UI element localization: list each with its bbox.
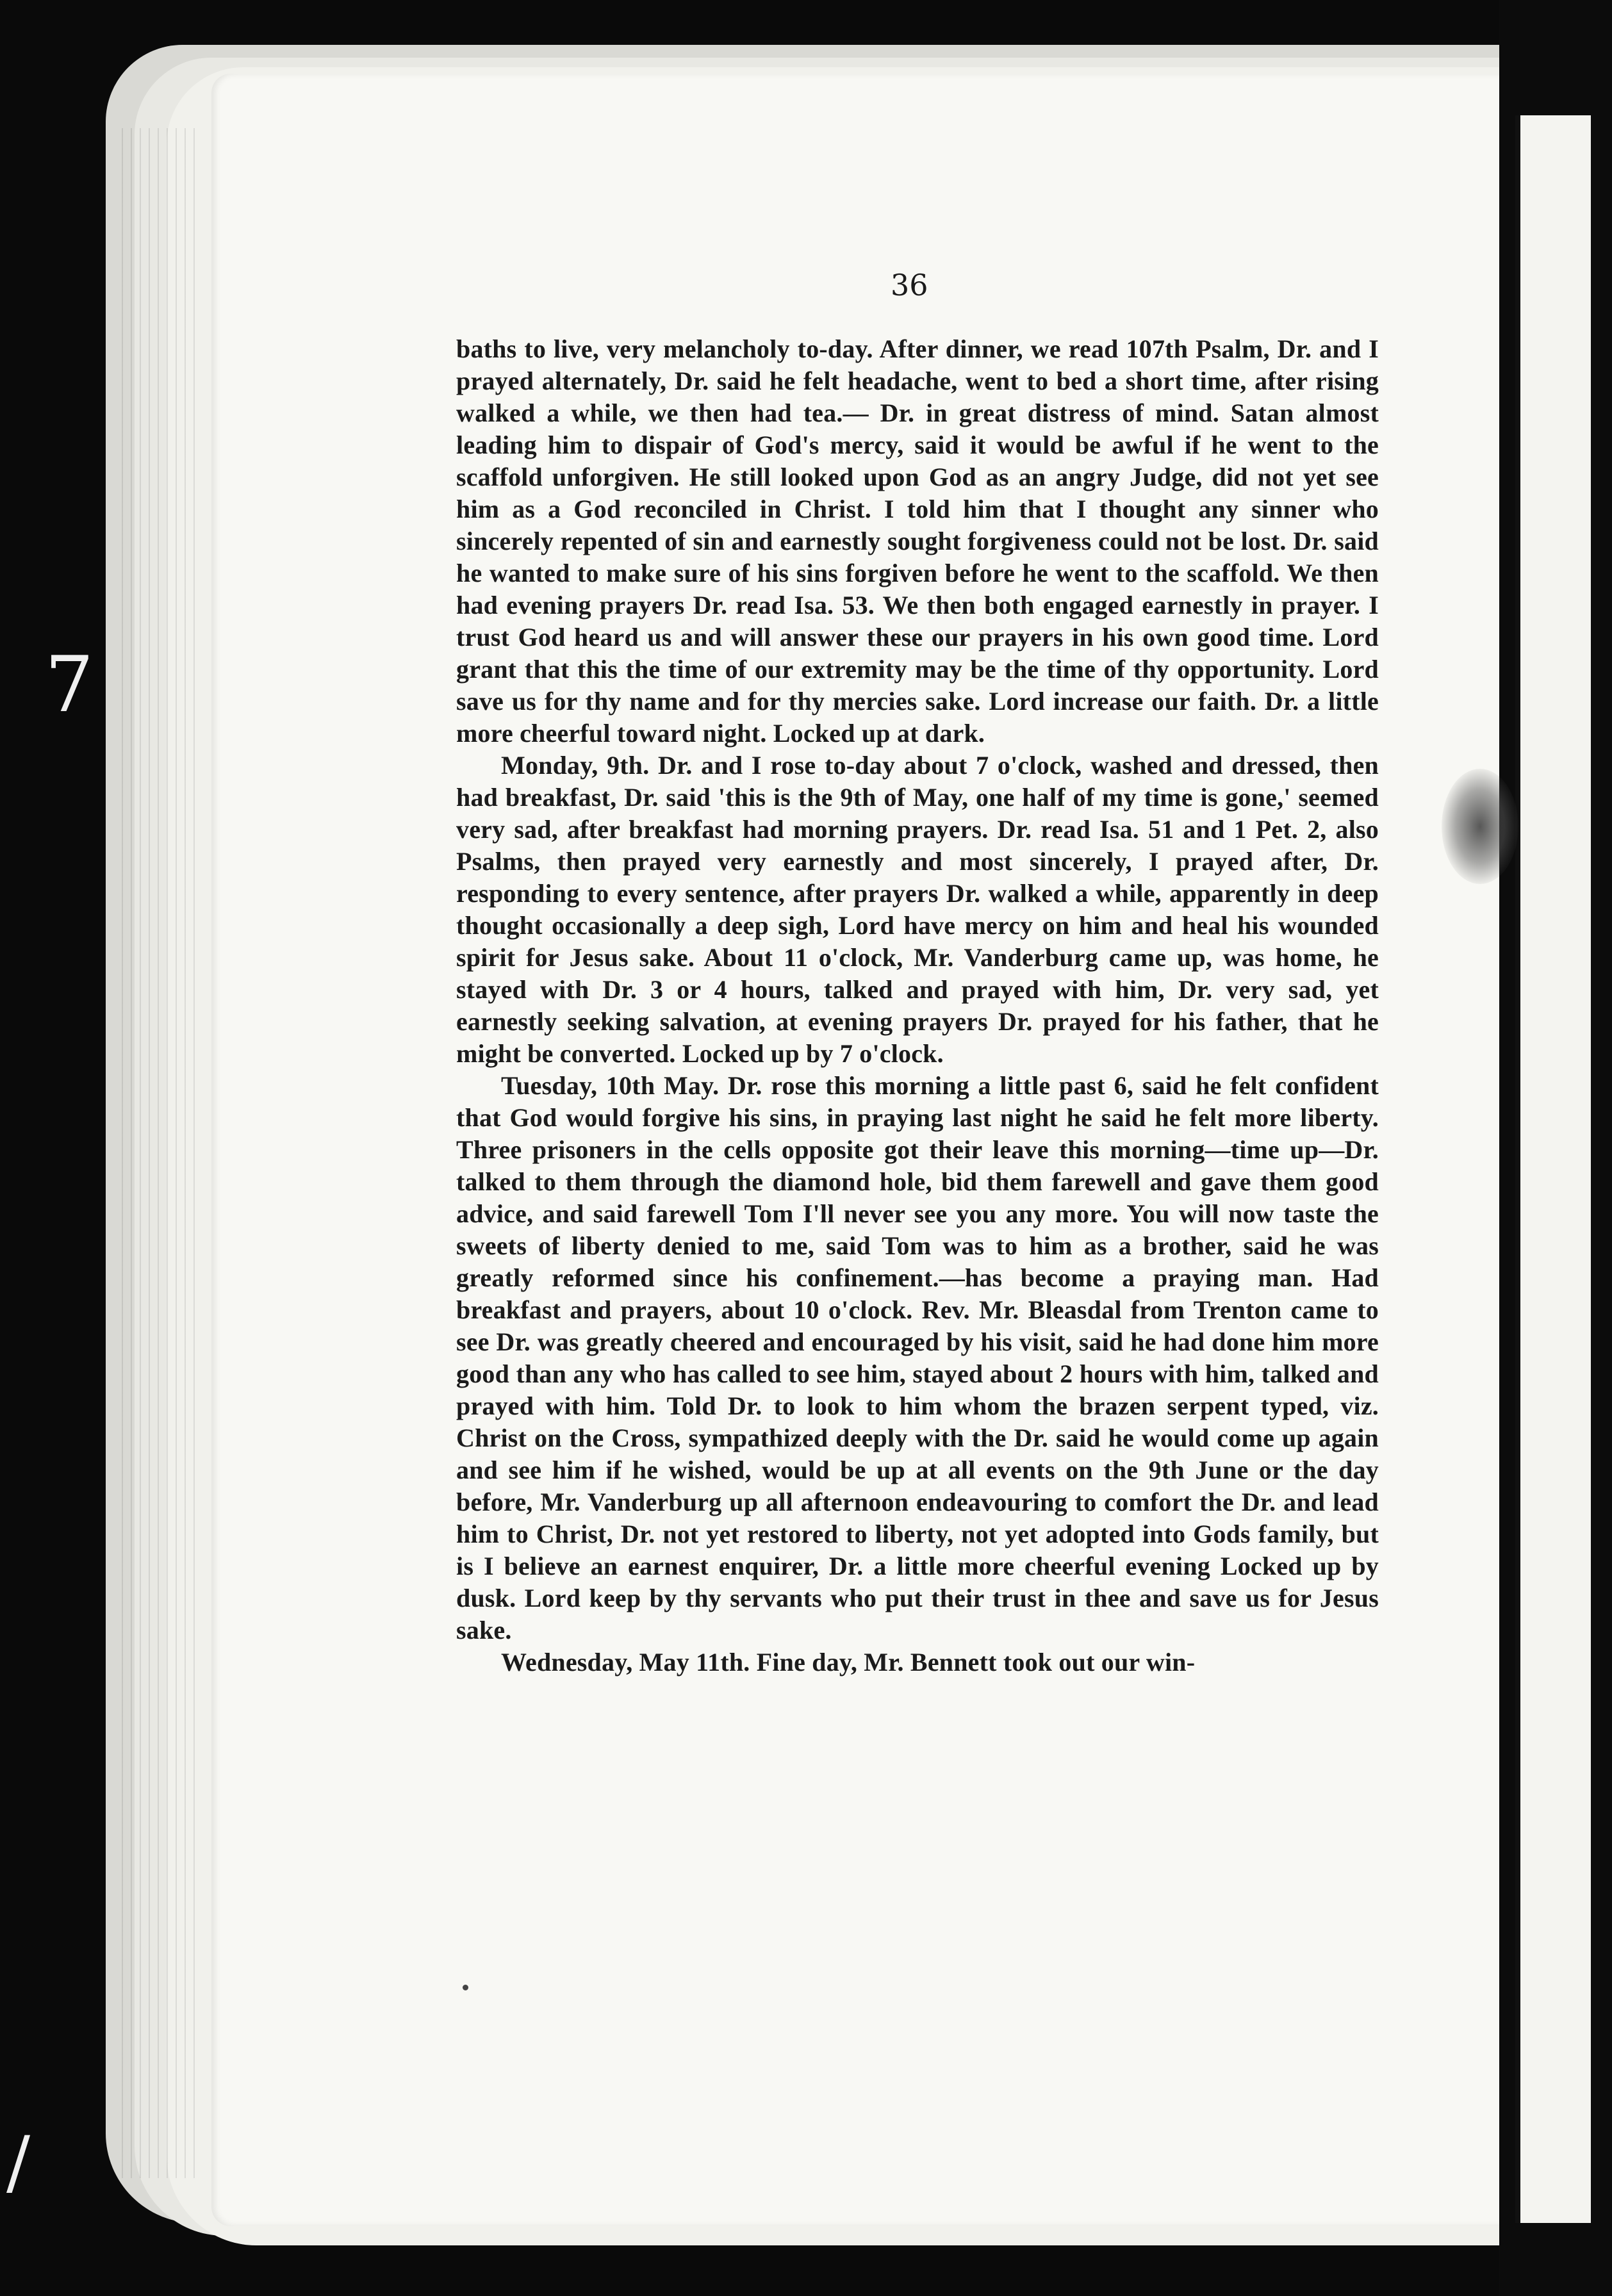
page-stack-lines xyxy=(122,128,199,2178)
margin-mark-bottom: / xyxy=(6,2121,31,2203)
paragraph: Monday, 9th. Dr. and I rose to-day about 7 o'clock, washed and dressed, then had breakfast, Dr. said 'this is the 9th of May, one half of my time is gone,' seemed very sad, after breakfast had morning prayers. Dr. read Isa. 51 and 1 Pet. 2, also Psalms, then prayed very earnestly and most sincerely, I prayed after, Dr. responding to every sentence, after prayers Dr. walked a while, apparently in deep thought occasionally a deep sigh, Lord have mercy on him and heal his wounded spirit for Jesus sake. About 11 o'clock, Mr. Vanderburg came up, was home, he stayed with Dr. 3 or 4 hours, talked and prayed with him, Dr. very sad, yet earnestly seeking salvation, at evening prayers Dr. prayed for his father, that he might be converted. Locked up by 7 o'clock. xyxy=(456,751,1379,1068)
facing-page-edge xyxy=(1515,115,1591,2223)
page-number: 36 xyxy=(891,268,928,302)
paragraph: Tuesday, 10th May. Dr. rose this morning a little past 6, said he felt confident that God would forgive his sins, in praying last night he said he felt more liberty. Three prisoners in the cells opposite got their leave this morning—time up—Dr. talked to them through the diamond hole, bid them farewell and gave them good advice, and said farewell Tom I'll never see you any more. You will now taste the sweets of liberty denied to me, said Tom was to him as a brother, said he was greatly reformed since his confinement.—has become a praying man. Had breakfast and prayers, about 10 o'clock. Rev. Mr. Bleasdal from Trenton came to see Dr. was greatly cheered and encouraged by his visit, said he had done him more good than any who has called to see him, stayed about 2 hours with him, talked and prayed with him. Told Dr. to look to him whom the brazen serpent typed, viz. Christ on the Cross, sympathized deeply with the Dr. said he would come up again and see him if he wished, would be up at all events on the 9th June or the day before, Mr. Vanderburg up all afternoon endeavouring to comfort the Dr. and lead him to Christ, Dr. not yet restored to liberty, not yet adopted into Gods family, but is I believe an earnest enquirer, Dr. a little more cheerful evening Locked up by dusk. Lord keep by thy servants who put their trust in thee and save us for Jesus sake. xyxy=(456,1071,1379,1644)
ink-spot xyxy=(1442,769,1518,884)
margin-mark-left: 7 xyxy=(45,641,94,730)
paragraph: baths to live, very melancholy to-day. After dinner, we read 107th Psalm, Dr. and I prayed alternately, Dr. said he felt headache, went to bed a short time, after rising walked a while, we then had tea.— Dr. in great distress of mind. Satan almost leading him to dispair of God's mercy, said it would be awful if he went to the scaffold unforgiven. He still looked upon God as an angry Judge, did not yet see him as a God reconciled in Christ. I told him that I thought any sinner who sincerely repented of sin and earnestly sought forgiveness could not be lost. Dr. said he wanted to make sure of his sins forgiven before he went to the scaffold. We then had evening prayers Dr. read Isa. 53. We then both engaged earnestly in prayer. I trust God heard us and will answer these our prayers in his own good time. Lord grant that this the time of our extremity may be the time of thy opportunity. Lord save us for thy name and for thy mercies sake. Lord increase our faith. Dr. a little more cheerful toward night. Locked up at dark. xyxy=(456,334,1379,748)
paragraph: Wednesday, May 11th. Fine day, Mr. Bennett took out our win- xyxy=(501,1648,1196,1677)
body-text xyxy=(456,333,1379,1678)
stray-dot xyxy=(463,1985,468,1990)
